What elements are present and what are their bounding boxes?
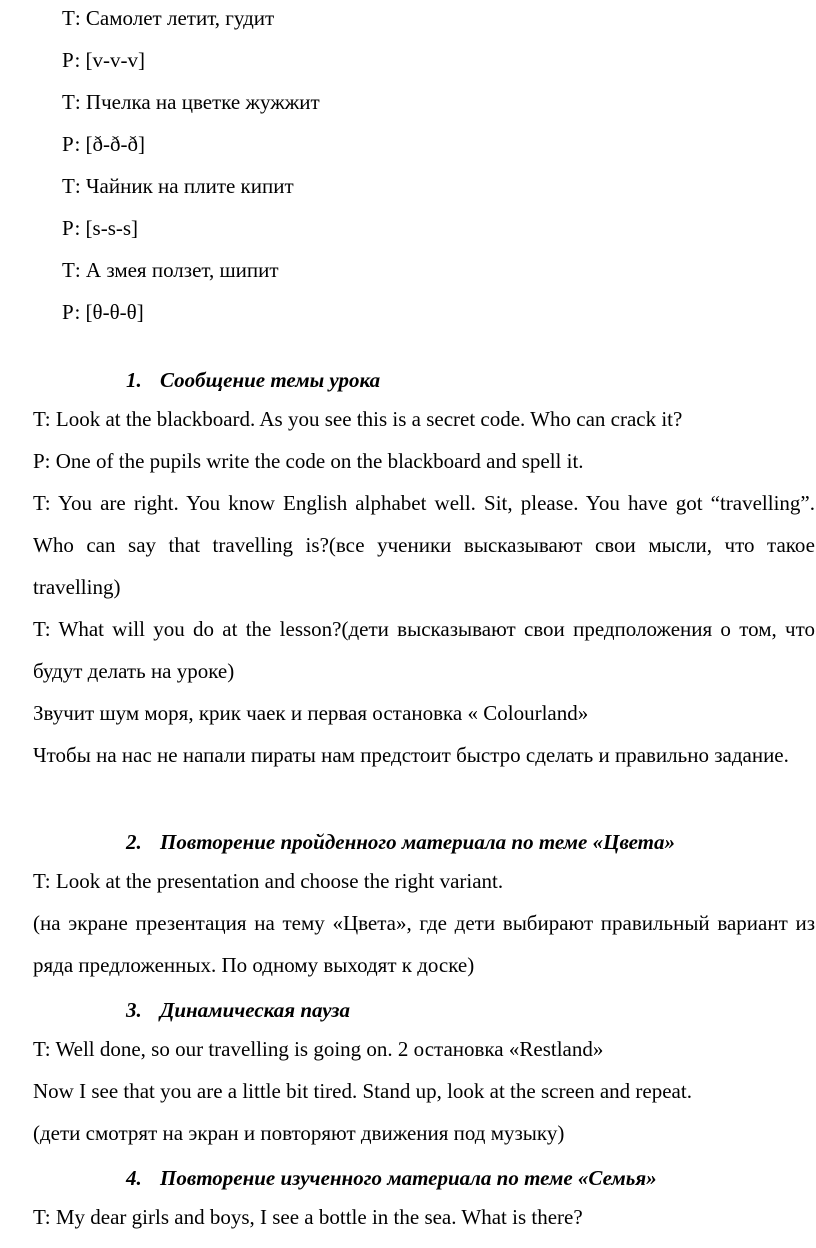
paragraph: Now I see that you are a little bit tired. Stand up, look at the screen and repeat. xyxy=(33,1079,692,1103)
paragraph: T: Well done, so our travelling is going on. 2 остановка «Restland» xyxy=(33,1037,604,1061)
section-heading xyxy=(126,1164,657,1192)
section-number: 1. xyxy=(126,368,142,392)
section-heading xyxy=(126,366,380,394)
section-title: Повторение пройденного материала по теме «Цвета» xyxy=(160,830,675,854)
paragraph: T: Look at the blackboard. As you see this is a secret code. Who can crack it? xyxy=(33,407,683,431)
section-heading xyxy=(126,996,350,1024)
dialogue-line: Р: [ð-ð-ð] xyxy=(62,132,146,156)
paragraph: T: Look at the presentation and choose the right variant. xyxy=(33,869,504,893)
paragraph: P: One of the pupils write the code on the blackboard and spell it. xyxy=(33,449,584,473)
paragraph: T: You are right. You know English alphabet well. Sit, please. You have got “travelling”. Who can say that travelling is?(все ученики высказывают свои мысли, что такое travelling) xyxy=(33,491,815,599)
paragraph: T: My dear girls and boys, I see a bottle in the sea. What is there? xyxy=(33,1205,583,1229)
dialogue-line: Р: [θ-θ-θ] xyxy=(62,300,144,324)
section-heading xyxy=(126,828,675,856)
dialogue-line: Р: [s-s-s] xyxy=(62,216,139,240)
dialogue-line: Р: [v-v-v] xyxy=(62,48,146,72)
dialogue-line: Т: Пчелка на цветке жужжит xyxy=(62,90,320,114)
dialogue-line: Т: Чайник на плите кипит xyxy=(62,174,294,198)
paragraph: (дети смотрят на экран и повторяют движения под музыку) xyxy=(33,1121,565,1145)
paragraph: Чтобы на нас не напали пираты нам предстоит быстро сделать и правильно задание. xyxy=(33,743,789,767)
section-number: 2. xyxy=(126,830,142,854)
section-title: Повторение изученного материала по теме «Семья» xyxy=(160,1166,657,1190)
section-title: Сообщение темы урока xyxy=(160,368,381,392)
dialogue-line: Т: А змея ползет, шипит xyxy=(62,258,279,282)
section-title: Динамическая пауза xyxy=(160,998,350,1022)
paragraph: T: What will you do at the lesson?(дети высказывают свои предположения о том, что будут делать на уроке) xyxy=(33,617,815,683)
section-number: 3. xyxy=(126,998,142,1022)
paragraph: Звучит шум моря, крик чаек и первая остановка « Colourland» xyxy=(33,701,589,725)
dialogue-line: Т: Самолет летит, гудит xyxy=(62,6,275,30)
paragraph: (на экране презентация на тему «Цвета», где дети выбирают правильный вариант из ряда предложенных. По одному выходят к доске) xyxy=(33,911,815,977)
section-number: 4. xyxy=(126,1166,142,1190)
